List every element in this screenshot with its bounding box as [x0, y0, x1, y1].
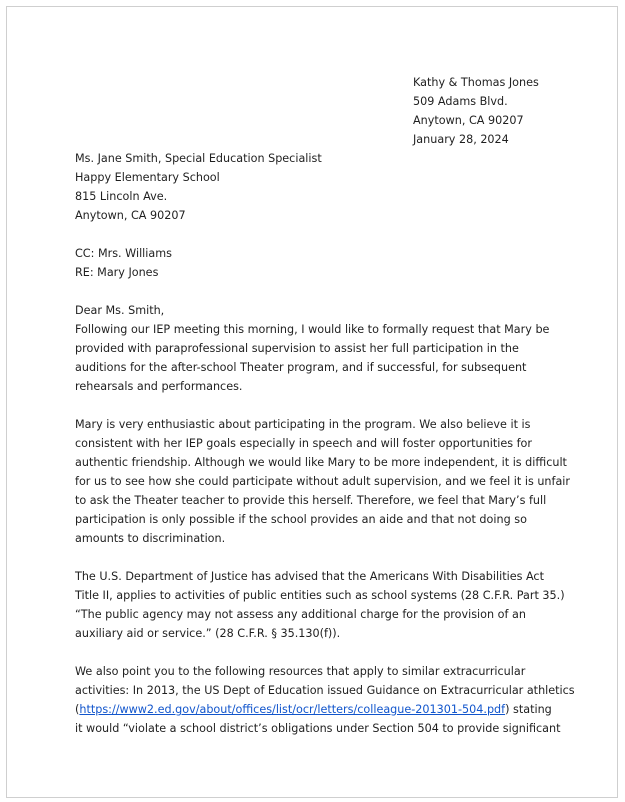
recipient-name: Ms. Jane Smith, Special Education Specialist [75, 152, 322, 165]
cc-line: CC: Mrs. Williams [75, 247, 172, 260]
sender-city: Anytown, CA 90207 [413, 114, 524, 127]
salutation: Dear Ms. Smith, [75, 304, 165, 317]
text-line: Mary is very enthusiastic about participating in the program. We also believe it is [75, 418, 531, 431]
sender-name: Kathy & Thomas Jones [413, 76, 539, 89]
text-line: auditions for the after-school Theater program, and if successful, for subsequent [75, 361, 527, 374]
guidance-link[interactable]: https://www2.ed.gov/about/offices/list/ocr/letters/colleague-201301-504.pdf [79, 703, 506, 716]
letter-page [6, 6, 618, 798]
text-line-with-link [75, 700, 552, 719]
text-line: We also point you to the following resources that apply to similar extracurricular [75, 665, 526, 678]
text-line: amounts to discrimination. [75, 532, 226, 545]
text-line: auxiliary aid or service.” (28 C.F.R. § 35.130(f)). [75, 627, 341, 640]
text-line: The U.S. Department of Justice has advised that the Americans With Disabilities Act [75, 570, 544, 583]
sender-street: 509 Adams Blvd. [413, 95, 508, 108]
text-line: Following our IEP meeting this morning, I would like to formally request that Mary be [75, 323, 550, 336]
text-line: participation is only possible if the school provides an aide and that not doing so [75, 513, 527, 526]
text-line: rehearsals and performances. [75, 380, 243, 393]
text-line: provided with paraprofessional supervision to assist her full participation in the [75, 342, 519, 355]
text-line: “The public agency may not assess any additional charge for the provision of an [75, 608, 526, 621]
recipient-street: 815 Lincoln Ave. [75, 190, 168, 203]
text-line: to ask the Theater teacher to provide this herself. Therefore, we feel that Mary’s full [75, 494, 547, 507]
text-line: it would “violate a school district’s obligations under Section 504 to provide significant [75, 722, 561, 735]
text-line: for us to see how she could participate without adult supervision, and we feel it is unfair [75, 475, 571, 488]
paren-close: ) stating [505, 703, 552, 716]
text-line: activities: In 2013, the US Dept of Education issued Guidance on Extracurricular athletics [75, 684, 575, 697]
re-line: RE: Mary Jones [75, 266, 159, 279]
letter-date: January 28, 2024 [413, 133, 509, 146]
recipient-school: Happy Elementary School [75, 171, 220, 184]
paren-open: ( [75, 703, 80, 716]
text-line: consistent with her IEP goals especially in speech and will foster opportunities for [75, 437, 532, 450]
text-line: Title II, applies to activities of public entities such as school systems (28 C.F.R. Part 35.) [75, 589, 565, 602]
text-line: authentic friendship. Although we would like Mary to be more independent, it is difficult [75, 456, 567, 469]
recipient-city: Anytown, CA 90207 [75, 209, 186, 222]
